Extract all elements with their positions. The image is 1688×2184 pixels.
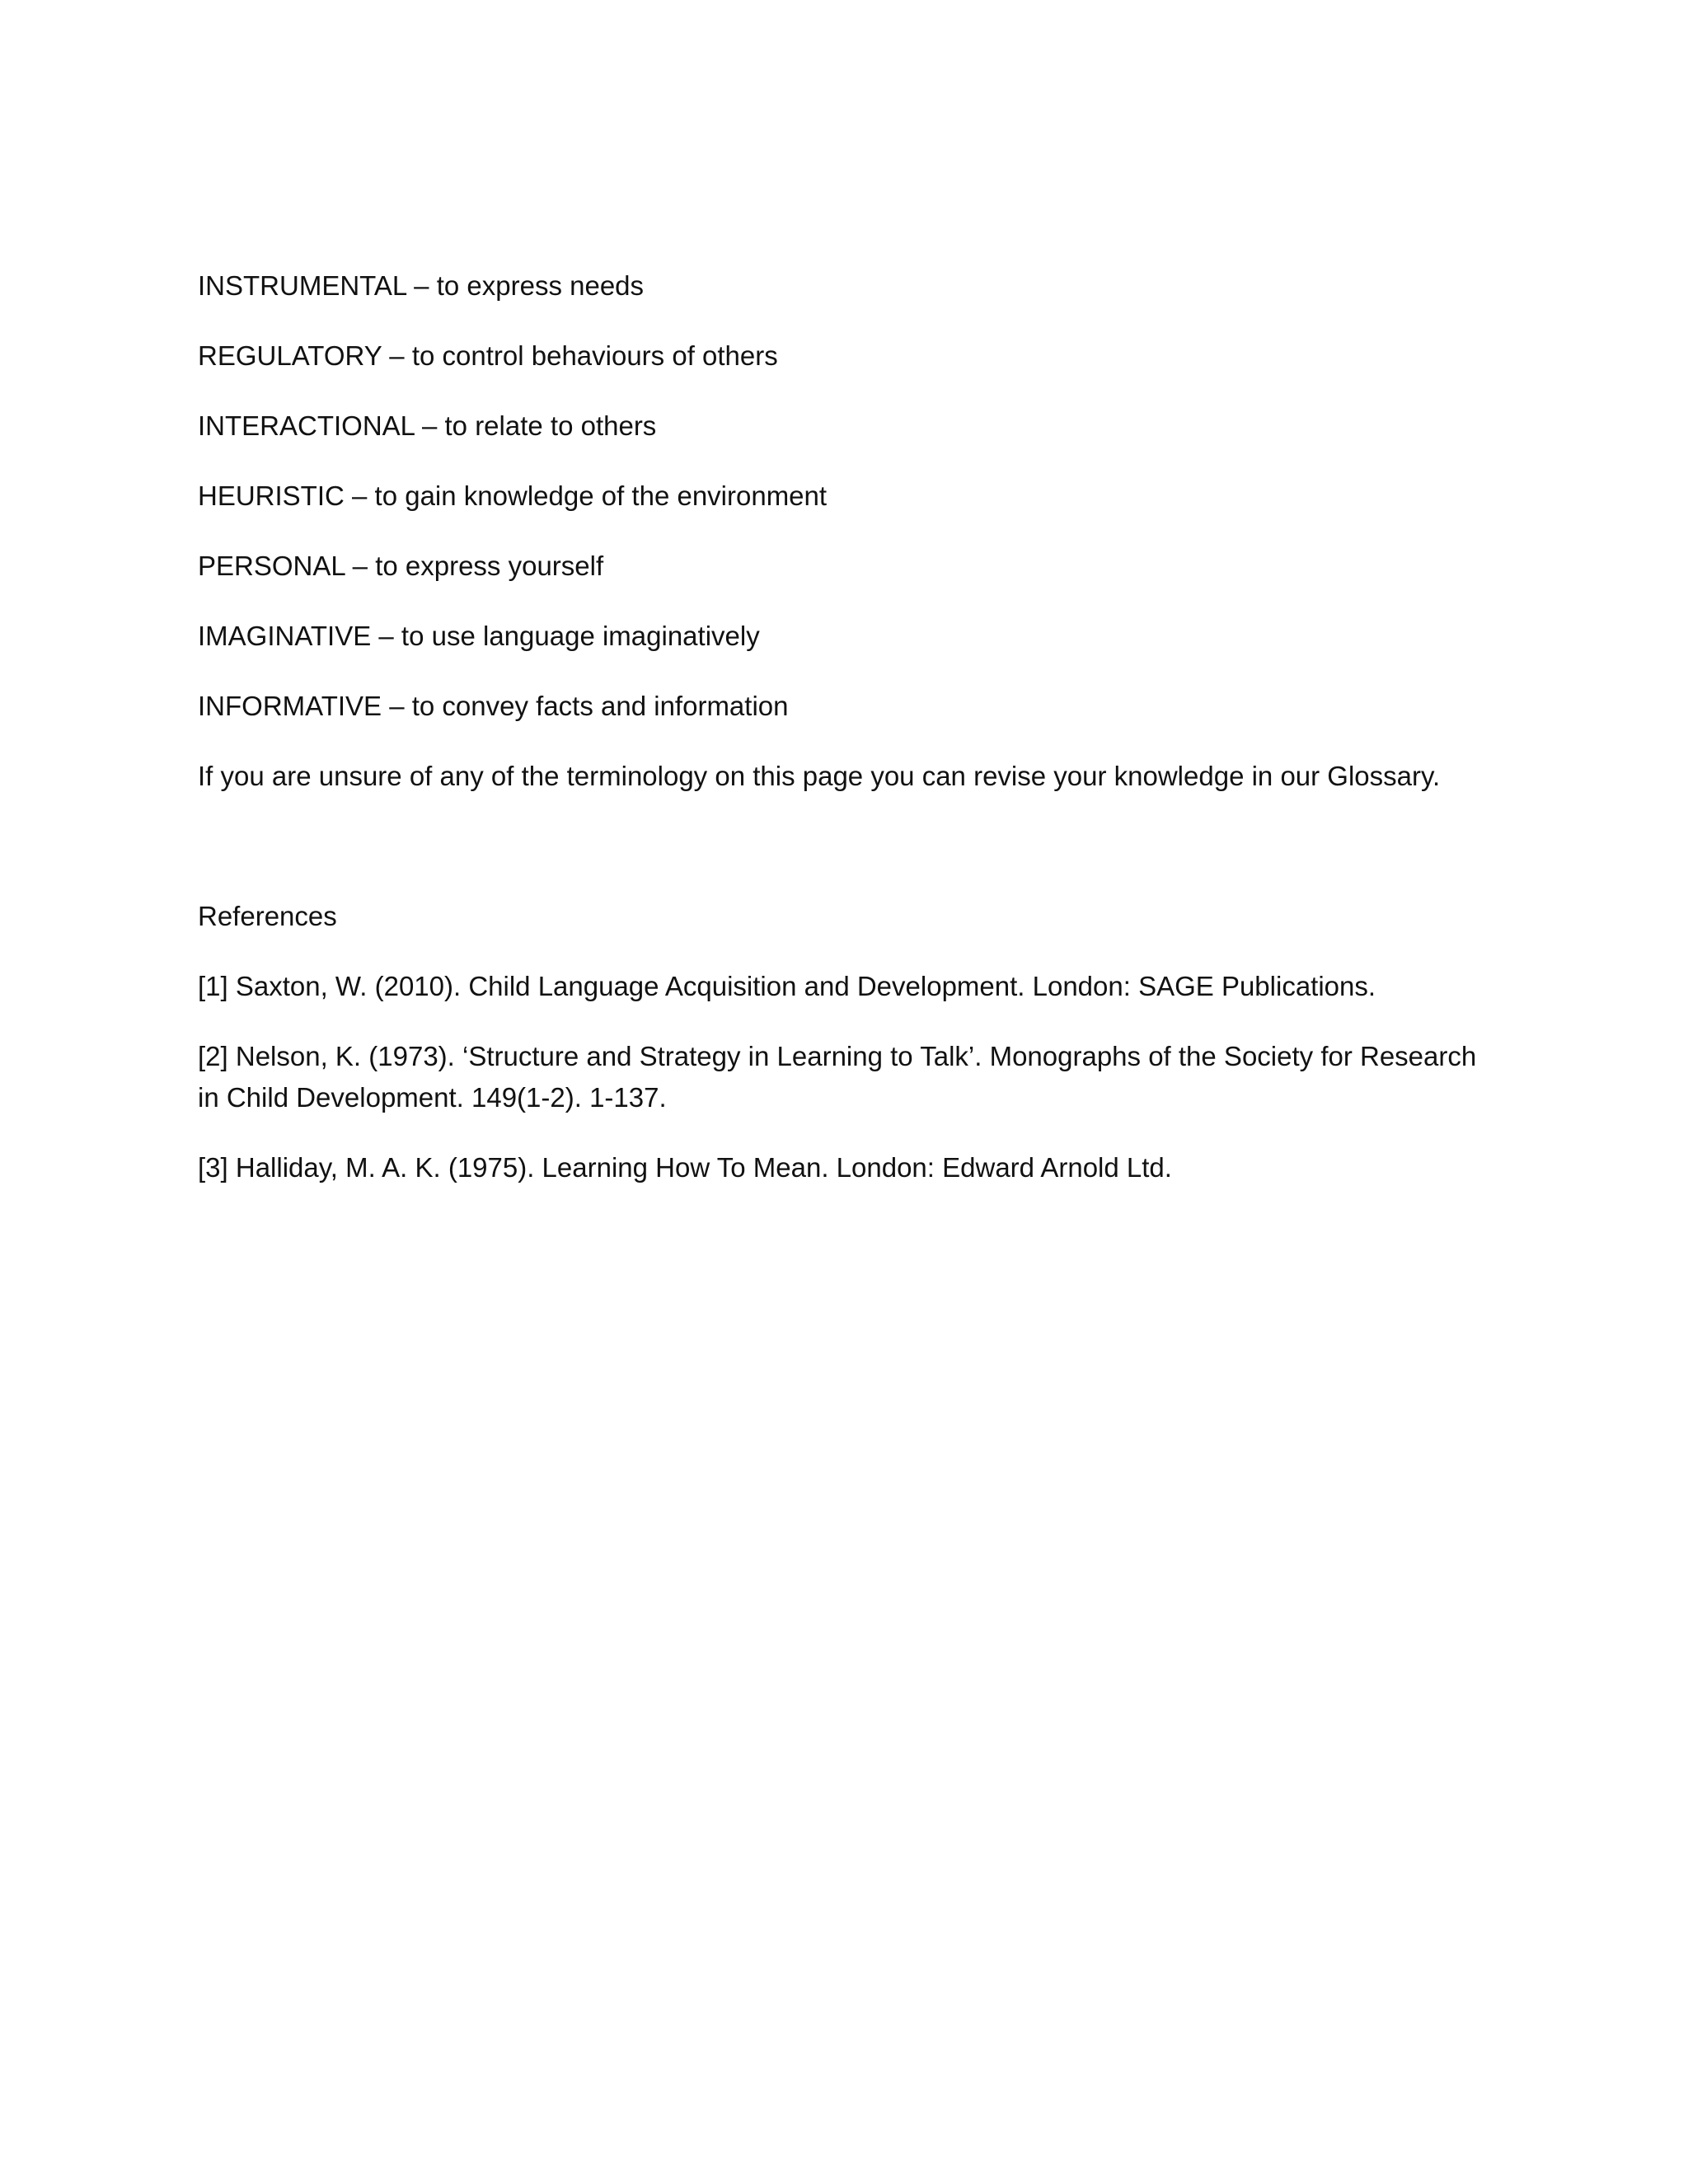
function-instrumental: INSTRUMENTAL – to express needs: [198, 270, 645, 301]
function-regulatory: REGULATORY – to control behaviours of others: [198, 340, 778, 371]
function-interactional: INTERACTIONAL – to relate to others: [198, 410, 657, 441]
references-heading: References: [198, 901, 337, 931]
reference-item-2: [2] Nelson, K. (1973). ‘Structure and Strategy in Learning to Talk’. Monographs of the Society for Research in Child Development. 149(1-2). 1-137.: [198, 1041, 1477, 1113]
function-personal: PERSONAL – to express yourself: [198, 551, 604, 581]
reference-item-1: [1] Saxton, W. (2010). Child Language Acquisition and Development. London: SAGE Publications.: [198, 971, 1376, 1001]
function-heuristic: HEURISTIC – to gain knowledge of the environment: [198, 480, 828, 511]
function-imaginative: IMAGINATIVE – to use language imaginatively: [198, 621, 760, 651]
glossary-note: If you are unsure of any of the terminology on this page you can revise your knowledge in our Glossary.: [198, 761, 1441, 791]
function-informative: INFORMATIVE – to convey facts and information: [198, 691, 789, 721]
reference-item-3: [3] Halliday, M. A. K. (1975). Learning How To Mean. London: Edward Arnold Ltd.: [198, 1152, 1172, 1183]
document-body: [198, 265, 1500, 1217]
